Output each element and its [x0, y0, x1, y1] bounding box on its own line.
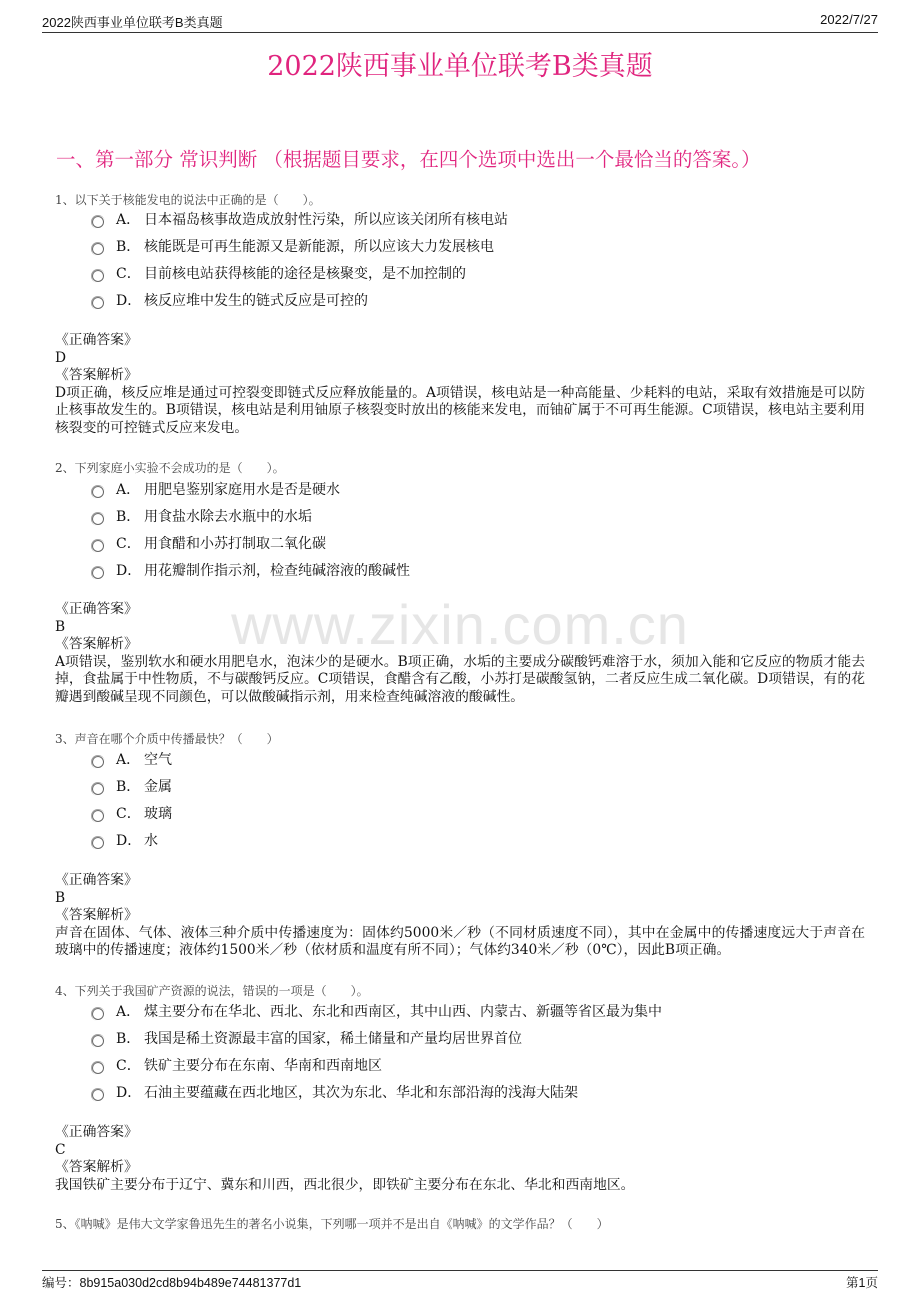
- option-key: A．: [116, 751, 141, 768]
- option-d[interactable]: [92, 286, 508, 313]
- option-b[interactable]: [92, 232, 508, 259]
- option-text: 用肥皂鉴别家庭用水是否是硬水: [144, 481, 340, 498]
- radio-icon[interactable]: [92, 297, 104, 309]
- option-text: 铁矿主要分布在东南、华南和西南地区: [144, 1057, 382, 1074]
- explain-label: 《答案解析》: [55, 907, 138, 923]
- option-key: C．: [116, 805, 141, 822]
- option-b[interactable]: [92, 502, 410, 529]
- radio-icon[interactable]: [92, 216, 104, 228]
- answer-label: 《正确答案》: [55, 332, 138, 348]
- option-a[interactable]: [92, 205, 508, 232]
- option-key: D．: [116, 292, 142, 309]
- answer-block: [55, 1124, 865, 1194]
- answer-label: 《正确答案》: [55, 601, 138, 617]
- option-text: 用食醋和小苏打制取二氧化碳: [144, 535, 326, 552]
- option-key: B．: [116, 508, 141, 525]
- explain-label: 《答案解析》: [55, 636, 138, 652]
- answer-label: 《正确答案》: [55, 872, 138, 888]
- option-list: [92, 997, 662, 1105]
- option-text: 煤主要分布在华北、西北、东北和西南区，其中山西、内蒙古、新疆等省区最为集中: [144, 1003, 662, 1020]
- explanation-text: A项错误，鉴别软水和硬水用肥皂水，泡沫少的是硬水。B项正确，水垢的主要成分碳酸钙难溶于水，须加入能和它反应的物质才能去掉，食盐属于中性物质，不与碳酸钙反应。C项错误，食醋含有乙酸，小苏打是碳酸氢钠，二者反应生成二氧化碳。D项错误，有的花瓣遇到酸碱呈现不同颜色，可以做酸碱指示剂，用来检查纯碱溶液的酸碱性。: [55, 653, 865, 705]
- radio-icon[interactable]: [92, 486, 104, 498]
- footer-page-number: 第1页: [846, 1276, 878, 1290]
- answer-label: 《正确答案》: [55, 1124, 138, 1140]
- option-text: 用食盐水除去水瓶中的水垢: [144, 508, 312, 525]
- option-b[interactable]: [92, 1024, 662, 1051]
- question-stem: 3、声音在哪个介质中传播最快？（ ）: [55, 732, 279, 746]
- page-footer: [42, 1270, 878, 1290]
- explain-label: 《答案解析》: [55, 367, 138, 383]
- option-key: D．: [116, 1084, 142, 1101]
- option-text: 金属: [144, 778, 172, 795]
- option-c[interactable]: [92, 529, 410, 556]
- answer-value: D: [55, 349, 67, 366]
- option-key: A．: [116, 211, 141, 228]
- radio-icon[interactable]: [92, 540, 104, 552]
- option-text: 空气: [144, 751, 172, 768]
- option-key: C．: [116, 265, 141, 282]
- option-a[interactable]: [92, 745, 172, 772]
- option-text: 核反应堆中发生的链式反应是可控的: [144, 292, 368, 309]
- radio-icon[interactable]: [92, 1062, 104, 1074]
- option-key: D．: [116, 562, 142, 579]
- footer-doc-id: 编号：8b915a030d2cd8b94b489e74481377d1: [42, 1276, 302, 1290]
- page-title: 2022陕西事业单位联考B类真题: [267, 51, 653, 82]
- answer-value: B: [55, 618, 66, 635]
- option-d[interactable]: [92, 826, 172, 853]
- explain-label: 《答案解析》: [55, 1159, 138, 1175]
- option-b[interactable]: [92, 772, 172, 799]
- option-c[interactable]: [92, 259, 508, 286]
- option-key: C．: [116, 535, 141, 552]
- option-text: 石油主要蕴藏在西北地区，其次为东北、华北和东部沿海的浅海大陆架: [144, 1084, 578, 1101]
- radio-icon[interactable]: [92, 1008, 104, 1020]
- option-text: 日本福岛核事故造成放射性污染，所以应该关闭所有核电站: [144, 211, 508, 228]
- option-text: 玻璃: [144, 805, 172, 822]
- option-c[interactable]: [92, 799, 172, 826]
- option-key: A．: [116, 1003, 141, 1020]
- page-header: [42, 12, 878, 33]
- option-list: [92, 745, 172, 853]
- radio-icon[interactable]: [92, 243, 104, 255]
- option-list: [92, 205, 508, 313]
- option-text: 用花瓣制作指示剂，检查纯碱溶液的酸碱性: [144, 562, 410, 579]
- option-d[interactable]: [92, 556, 410, 583]
- radio-icon[interactable]: [92, 513, 104, 525]
- option-text: 我国是稀土资源最丰富的国家，稀土储量和产量均居世界首位: [144, 1030, 522, 1047]
- option-c[interactable]: [92, 1051, 662, 1078]
- radio-icon[interactable]: [92, 567, 104, 579]
- header-date: 2022/7/27: [820, 12, 878, 27]
- radio-icon[interactable]: [92, 1089, 104, 1101]
- radio-icon[interactable]: [92, 783, 104, 795]
- radio-icon[interactable]: [92, 810, 104, 822]
- question-stem: 1、以下关于核能发电的说法中正确的是（ ）。: [55, 193, 321, 207]
- option-key: B．: [116, 778, 141, 795]
- option-d[interactable]: [92, 1078, 662, 1105]
- option-key: A．: [116, 481, 141, 498]
- radio-icon[interactable]: [92, 837, 104, 849]
- option-text: 目前核电站获得核能的途径是核聚变，是不加控制的: [144, 265, 466, 282]
- section-heading: 一、第一部分 常识判断 （根据题目要求，在四个选项中选出一个最恰当的答案。）: [56, 148, 761, 171]
- explanation-text: 我国铁矿主要分布于辽宁、冀东和川西，西北很少，即铁矿主要分布在东北、华北和西南地区。: [55, 1176, 635, 1193]
- answer-block: [55, 872, 865, 960]
- option-text: 核能既是可再生能源又是新能源，所以应该大力发展核电: [144, 238, 494, 255]
- answer-block: [55, 601, 865, 706]
- option-key: C．: [116, 1057, 141, 1074]
- radio-icon[interactable]: [92, 1035, 104, 1047]
- option-list: [92, 475, 410, 583]
- answer-value: C: [55, 1141, 66, 1158]
- radio-icon[interactable]: [92, 756, 104, 768]
- explanation-text: D项正确，核反应堆是通过可控裂变即链式反应释放能量的。A项错误，核电站是一种高能量、少耗料的电站，采取有效措施是可以防止核事故发生的。B项错误，核电站是利用铀原子核裂变时放出的核能来发电，而铀矿属于不可再生能源。C项错误，核电站主要利用核裂变的可控链式反应来发电。: [55, 384, 865, 436]
- answer-block: [55, 332, 865, 437]
- explanation-text: 声音在固体、气体、液体三种介质中传播速度为：固体约5000米／秒（不同材质速度不同），其中在金属中的传播速度远大于声音在玻璃中的传播速度；液体约1500米／秒（依材质和温度有所不同）；气体约340米／秒（0℃），因此B项正确。: [55, 924, 865, 958]
- header-doc-title: 2022陕西事业单位联考B类真题: [42, 15, 223, 30]
- option-key: B．: [116, 1030, 141, 1047]
- question-stem: 5、《呐喊》是伟大文学家鲁迅先生的著名小说集，下列哪一项并不是出自《呐喊》的文学作品？（ ）: [55, 1217, 609, 1231]
- option-key: D．: [116, 832, 142, 849]
- watermark: www.zixin.com.cn: [231, 593, 689, 656]
- question-stem: 4、下列关于我国矿产资源的说法，错误的一项是（ ）。: [55, 984, 369, 998]
- radio-icon[interactable]: [92, 270, 104, 282]
- option-key: B．: [116, 238, 141, 255]
- option-a[interactable]: [92, 997, 662, 1024]
- option-a[interactable]: [92, 475, 410, 502]
- option-text: 水: [144, 832, 158, 849]
- answer-value: B: [55, 889, 66, 906]
- question-stem: 2、下列家庭小实验不会成功的是（ ）。: [55, 461, 285, 475]
